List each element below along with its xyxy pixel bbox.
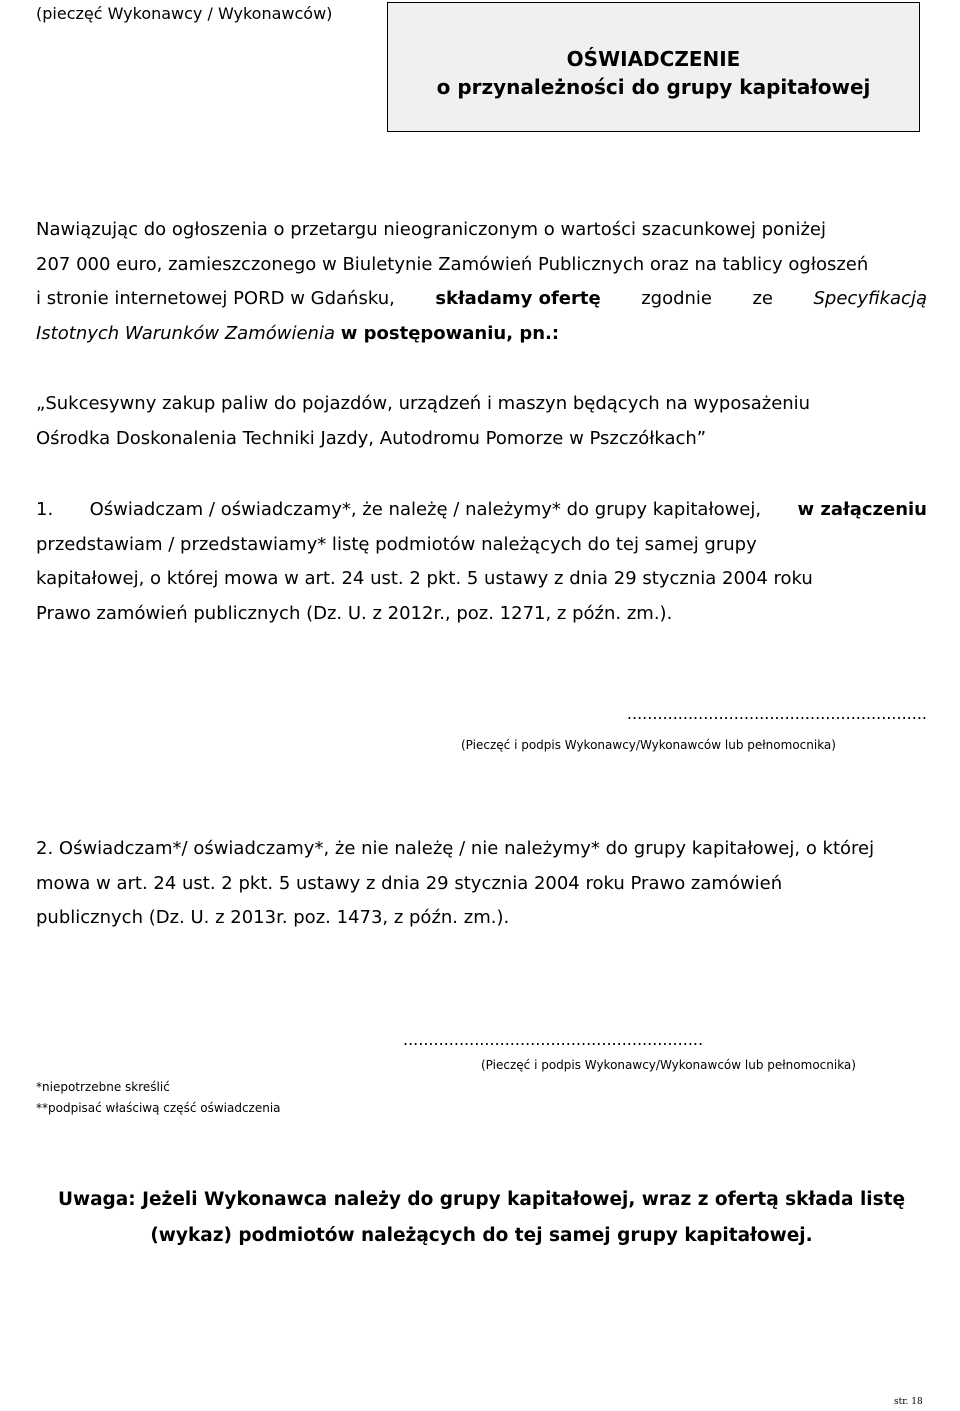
intro-bold-offer: składamy ofertę (435, 288, 601, 309)
point1-bold-attachment: w załączeniu (797, 499, 927, 520)
warning-line-2: (wykaz) podmiotów należących do tej samej grupy kapitałowej. (150, 1225, 813, 1246)
point1-text: Oświadczam / oświadczamy*, że należę / należymy* do grupy kapitałowej, (89, 499, 762, 520)
point2-line-2: mowa w art. 24 ust. 2 pkt. 5 ustawy z dnia 29 stycznia 2004 roku Prawo zamówień (36, 872, 783, 894)
stamp-placeholder: (pieczęć Wykonawcy / Wykonawców) (36, 4, 333, 23)
intro-line-3 (36, 282, 927, 317)
signature-line-2: ........................................................... (403, 1030, 704, 1049)
declaration-point-2 (36, 832, 927, 936)
point1-line-1 (36, 493, 927, 528)
footnote-1: *niepotrzebne skreślić (36, 1080, 170, 1094)
intro-line-1: Nawiązując do ogłoszenia o przetargu nieograniczonym o wartości szacunkowej poniżej (36, 219, 826, 240)
warning-line-1: Uwaga: Jeżeli Wykonawca należy do grupy kapitałowej, wraz z ofertą składa listę (57, 1189, 906, 1210)
document-title-box (387, 2, 920, 132)
point1-number: 1. (36, 499, 54, 520)
intro-text: ze (752, 288, 774, 309)
subject-line-2: Ośrodka Doskonalenia Techniki Jazdy, Autodromu Pomorze w Pszczółkach” (36, 427, 707, 449)
point2-line-1: 2. Oświadczam*/ oświadczamy*, że nie należę / nie należymy* do grupy kapitałowej, o której (36, 838, 875, 859)
procurement-subject (36, 387, 927, 456)
footnote-2: **podpisać właściwą część oświadczenia (36, 1101, 281, 1115)
page-number: str. 18 (894, 1397, 923, 1407)
subject-line-1: „Sukcesywny zakup paliw do pojazdów, urządzeń i maszyn będących na wyposażeniu (36, 393, 811, 414)
document-subtitle: o przynależności do grupy kapitałowej (436, 75, 871, 99)
intro-italic-terms: Istotnych Warunków Zamówienia (36, 322, 335, 344)
intro-text: i stronie internetowej PORD w Gdańsku, (36, 288, 395, 309)
intro-line-4 (36, 317, 927, 352)
intro-text: zgodnie (641, 288, 712, 309)
signature-caption-2: (Pieczęć i podpis Wykonawcy/Wykonawców lub pełnomocnika) (481, 1058, 856, 1072)
point1-line-2: przedstawiam / przedstawiamy* listę podmiotów należących do tej samej grupy (36, 533, 757, 555)
declaration-point-1 (36, 493, 927, 631)
intro-italic-spec: Specyfikacją (813, 288, 927, 309)
point1-line-3: kapitałowej, o której mowa w art. 24 ust. 2 pkt. 5 ustawy z dnia 29 stycznia 2004 roku (36, 568, 813, 589)
document-title: OŚWIADCZENIE (566, 47, 741, 71)
signature-caption-1: (Pieczęć i podpis Wykonawcy/Wykonawców lub pełnomocnika) (461, 738, 836, 752)
point2-line-3: publicznych (Dz. U. z 2013r. poz. 1473, z późn. zm.). (36, 907, 510, 928)
point1-line-4: Prawo zamówień publicznych (Dz. U. z 2012r., poz. 1271, z późn. zm.). (36, 602, 673, 624)
intro-bold-procedure: w postępowaniu, pn.: (340, 322, 560, 344)
warning-note (36, 1182, 927, 1254)
intro-paragraph (36, 213, 927, 351)
signature-line-1: ........................................................... (626, 704, 927, 723)
intro-line-2: 207 000 euro, zamieszczonego w Biuletynie Zamówień Publicznych oraz na tablicy ogłoszeń (36, 253, 869, 275)
